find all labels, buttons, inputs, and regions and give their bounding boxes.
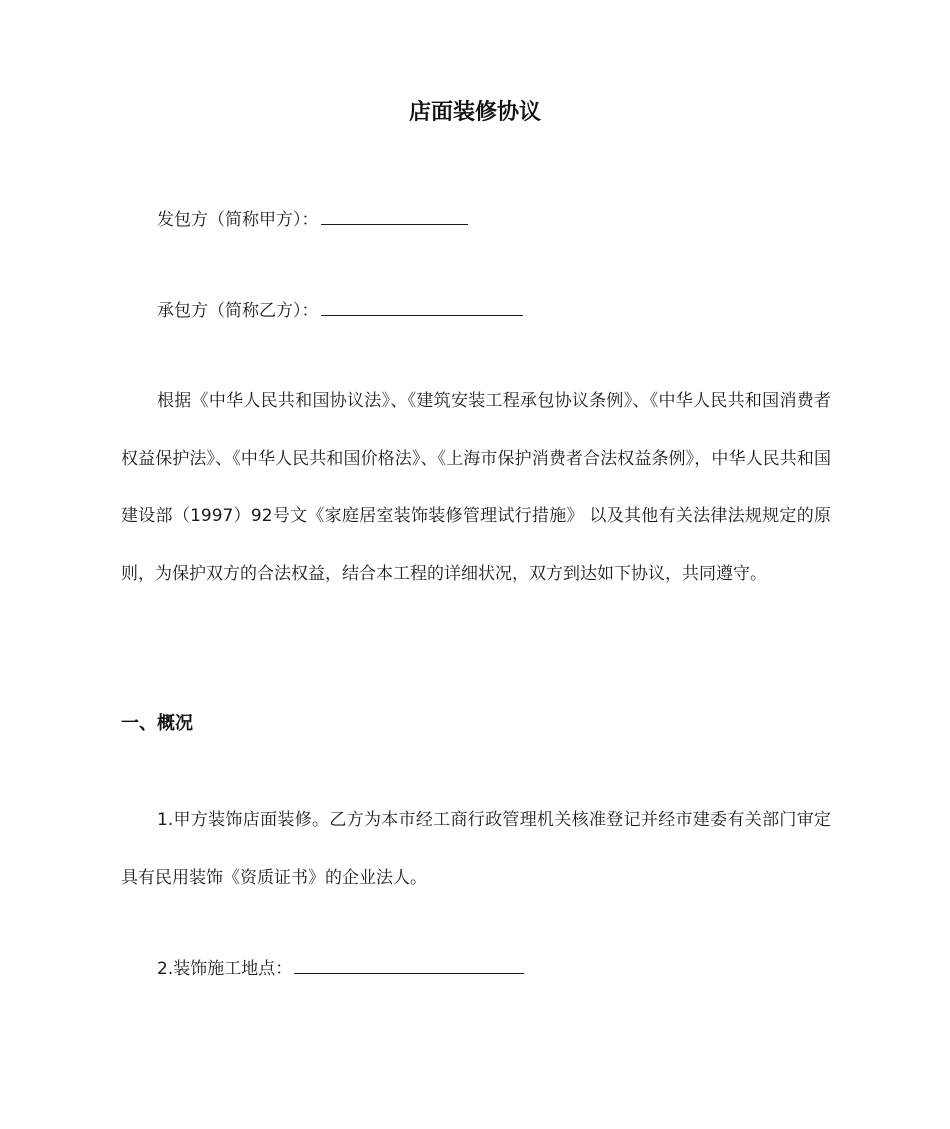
party-b-field — [157, 297, 523, 325]
item-1-paragraph: 1.甲方装饰店面装修。乙方为本市经工商行政管理机关核准登记并经市建委有关部门审定具有民用装饰《资质证书》的企业法人。 — [121, 810, 831, 888]
party-b-blank-line[interactable] — [321, 301, 523, 316]
intro-paragraph: 根据《中华人民共和国协议法》、《建筑安装工程承包协议条例》、《中华人民共和国消费者权益保护法》、《中华人民共和国价格法》、《上海市保护消费者合法权益条例》，中华人民共和国建设部（1997）92号文《家庭居室装饰装修管理试行措施》 以及其他有关法律法规规定的原则，为保护双方的合法权益，结合本工程的详细状况，双方到达如下协议，共同遵守。 — [121, 391, 831, 584]
item-2-blank-line[interactable] — [294, 959, 524, 974]
party-a-label: 发包方（简称甲方）： — [157, 210, 319, 230]
party-a-blank-line[interactable] — [321, 210, 468, 225]
item-2-field — [157, 955, 524, 983]
item-2-label: 2.装饰施工地点： — [157, 959, 293, 979]
party-b-label: 承包方（简称乙方）： — [157, 301, 319, 321]
document-title: 店面装修协议 — [408, 100, 541, 125]
party-a-field — [157, 206, 468, 234]
section-heading-overview: 一、概况 — [121, 713, 193, 734]
